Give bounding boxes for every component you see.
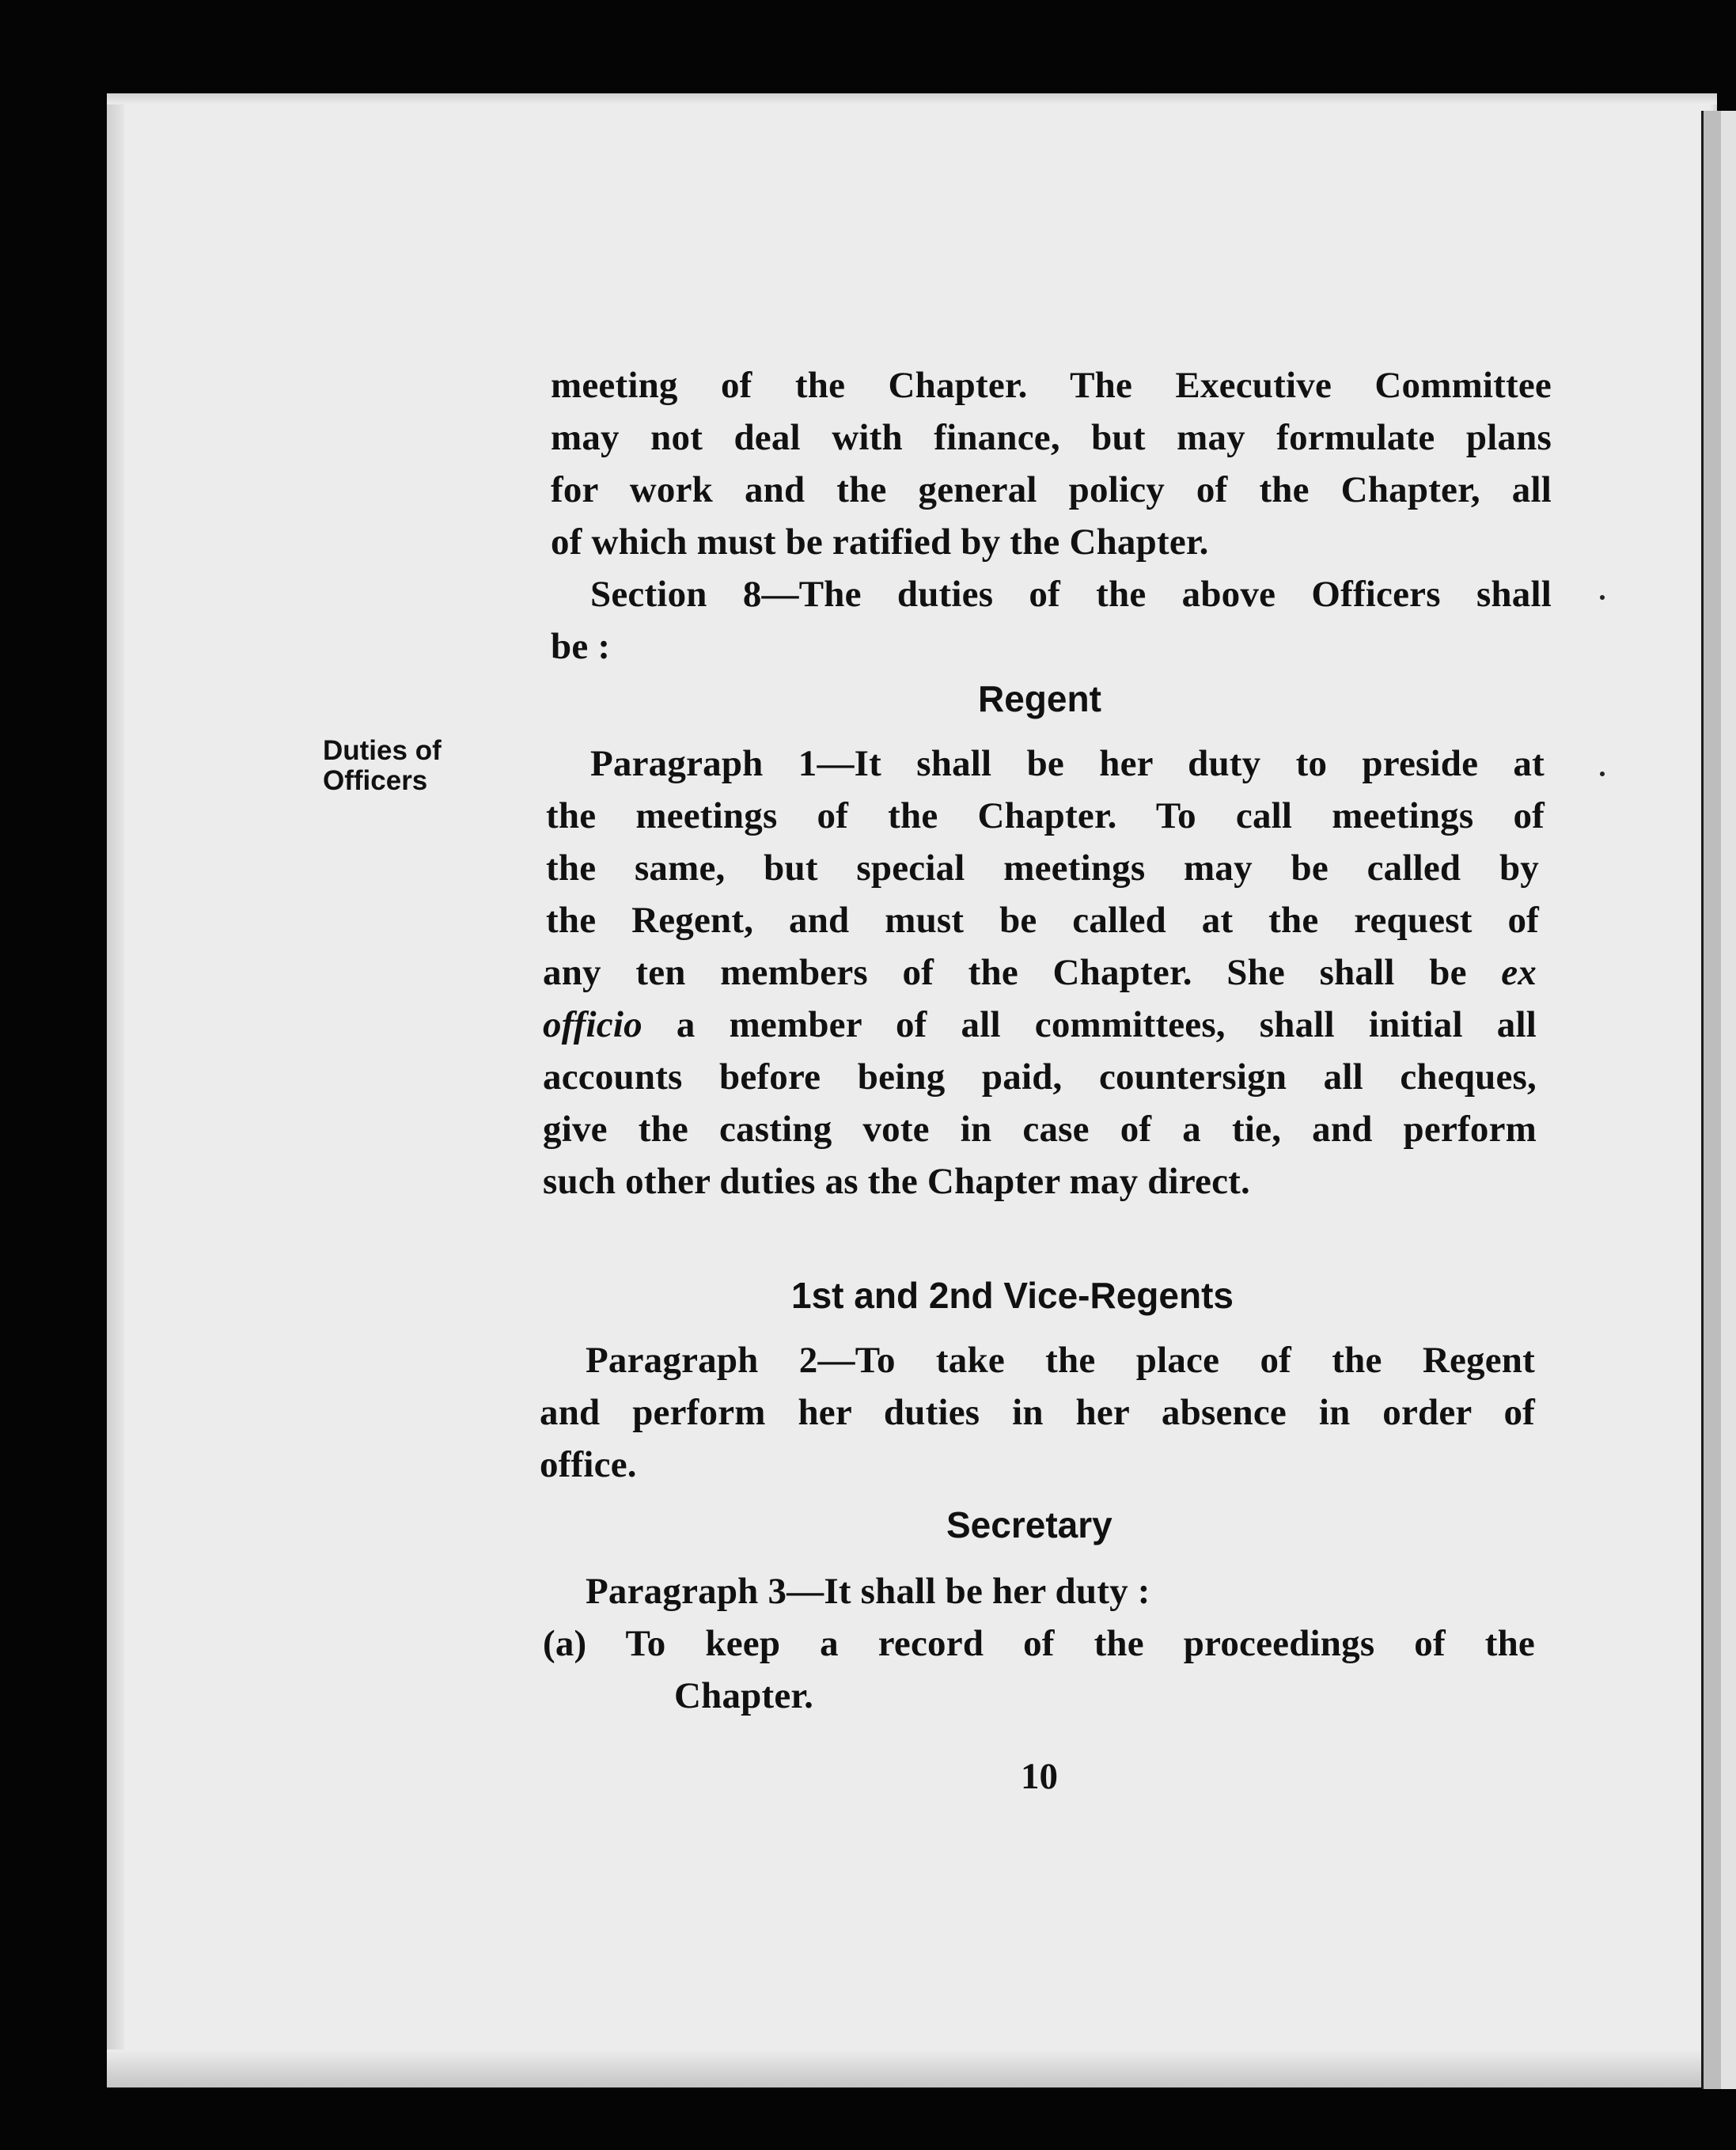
regent-line-8: give the casting vote in case of a tie, and perform bbox=[543, 1109, 1537, 1150]
secretary-line-1: Paragraph 3—It shall be her duty : bbox=[586, 1571, 1150, 1612]
regent-line-9: such other duties as the Chapter may direct. bbox=[543, 1161, 1250, 1202]
regent-line-6-text: a member of all committees, shall initial all bbox=[642, 1004, 1537, 1045]
intro-line-4: of which must be ratified by the Chapter. bbox=[551, 521, 1209, 563]
margin-note-line-1: Duties of bbox=[323, 735, 442, 766]
regent-line-5 bbox=[543, 951, 1537, 994]
intro-line-1: meeting of the Chapter. The Executive Committee bbox=[551, 365, 1552, 406]
regent-line-2: the meetings of the Chapter. To call meetings of bbox=[546, 795, 1545, 836]
margin-speck bbox=[1600, 772, 1605, 776]
margin-note bbox=[323, 736, 442, 796]
vice-regents-heading: 1st and 2nd Vice-Regents bbox=[791, 1275, 1234, 1316]
regent-line-4: the Regent, and must be called at the request of bbox=[546, 900, 1539, 941]
regent-line-7: accounts before being paid, countersign all cheques, bbox=[543, 1056, 1537, 1098]
regent-line-5-italic: ex bbox=[1501, 952, 1537, 993]
regent-line-1: Paragraph 1—It shall be her duty to preside at bbox=[590, 743, 1545, 784]
page-gutter bbox=[1701, 111, 1721, 2089]
page-left-edge bbox=[107, 93, 124, 2087]
intro-line-3: for work and the general policy of the Chapter, all bbox=[551, 469, 1552, 510]
secretary-heading: Secretary bbox=[946, 1504, 1112, 1545]
regent-line-3: the same, but special meetings may be called by bbox=[546, 847, 1539, 889]
vice-regents-line-1: Paragraph 2—To take the place of the Regent bbox=[586, 1340, 1535, 1381]
secretary-line-3: Chapter. bbox=[674, 1675, 814, 1716]
margin-speck bbox=[1600, 595, 1605, 600]
regent-line-6-italic: officio bbox=[543, 1004, 642, 1045]
page-bottom-edge bbox=[107, 2050, 1717, 2087]
section8-line-1: Section 8—The duties of the above Officers shall bbox=[590, 574, 1552, 615]
intro-line-2: may not deal with finance, but may formulate plans bbox=[551, 417, 1552, 458]
vice-regents-line-3: office. bbox=[540, 1444, 637, 1485]
regent-heading: Regent bbox=[978, 678, 1101, 719]
section8-line-2: be : bbox=[551, 626, 611, 667]
margin-note-line-2: Officers bbox=[323, 765, 428, 796]
secretary-line-2: (a) To keep a record of the proceedings of the bbox=[543, 1623, 1535, 1664]
page-top-edge bbox=[107, 93, 1717, 104]
vice-regents-line-2: and perform her duties in her absence in order of bbox=[540, 1392, 1535, 1433]
page-number: 10 bbox=[1021, 1756, 1058, 1797]
regent-line-5-text: any ten members of the Chapter. She shall be bbox=[543, 952, 1502, 993]
regent-line-6 bbox=[543, 1003, 1537, 1046]
